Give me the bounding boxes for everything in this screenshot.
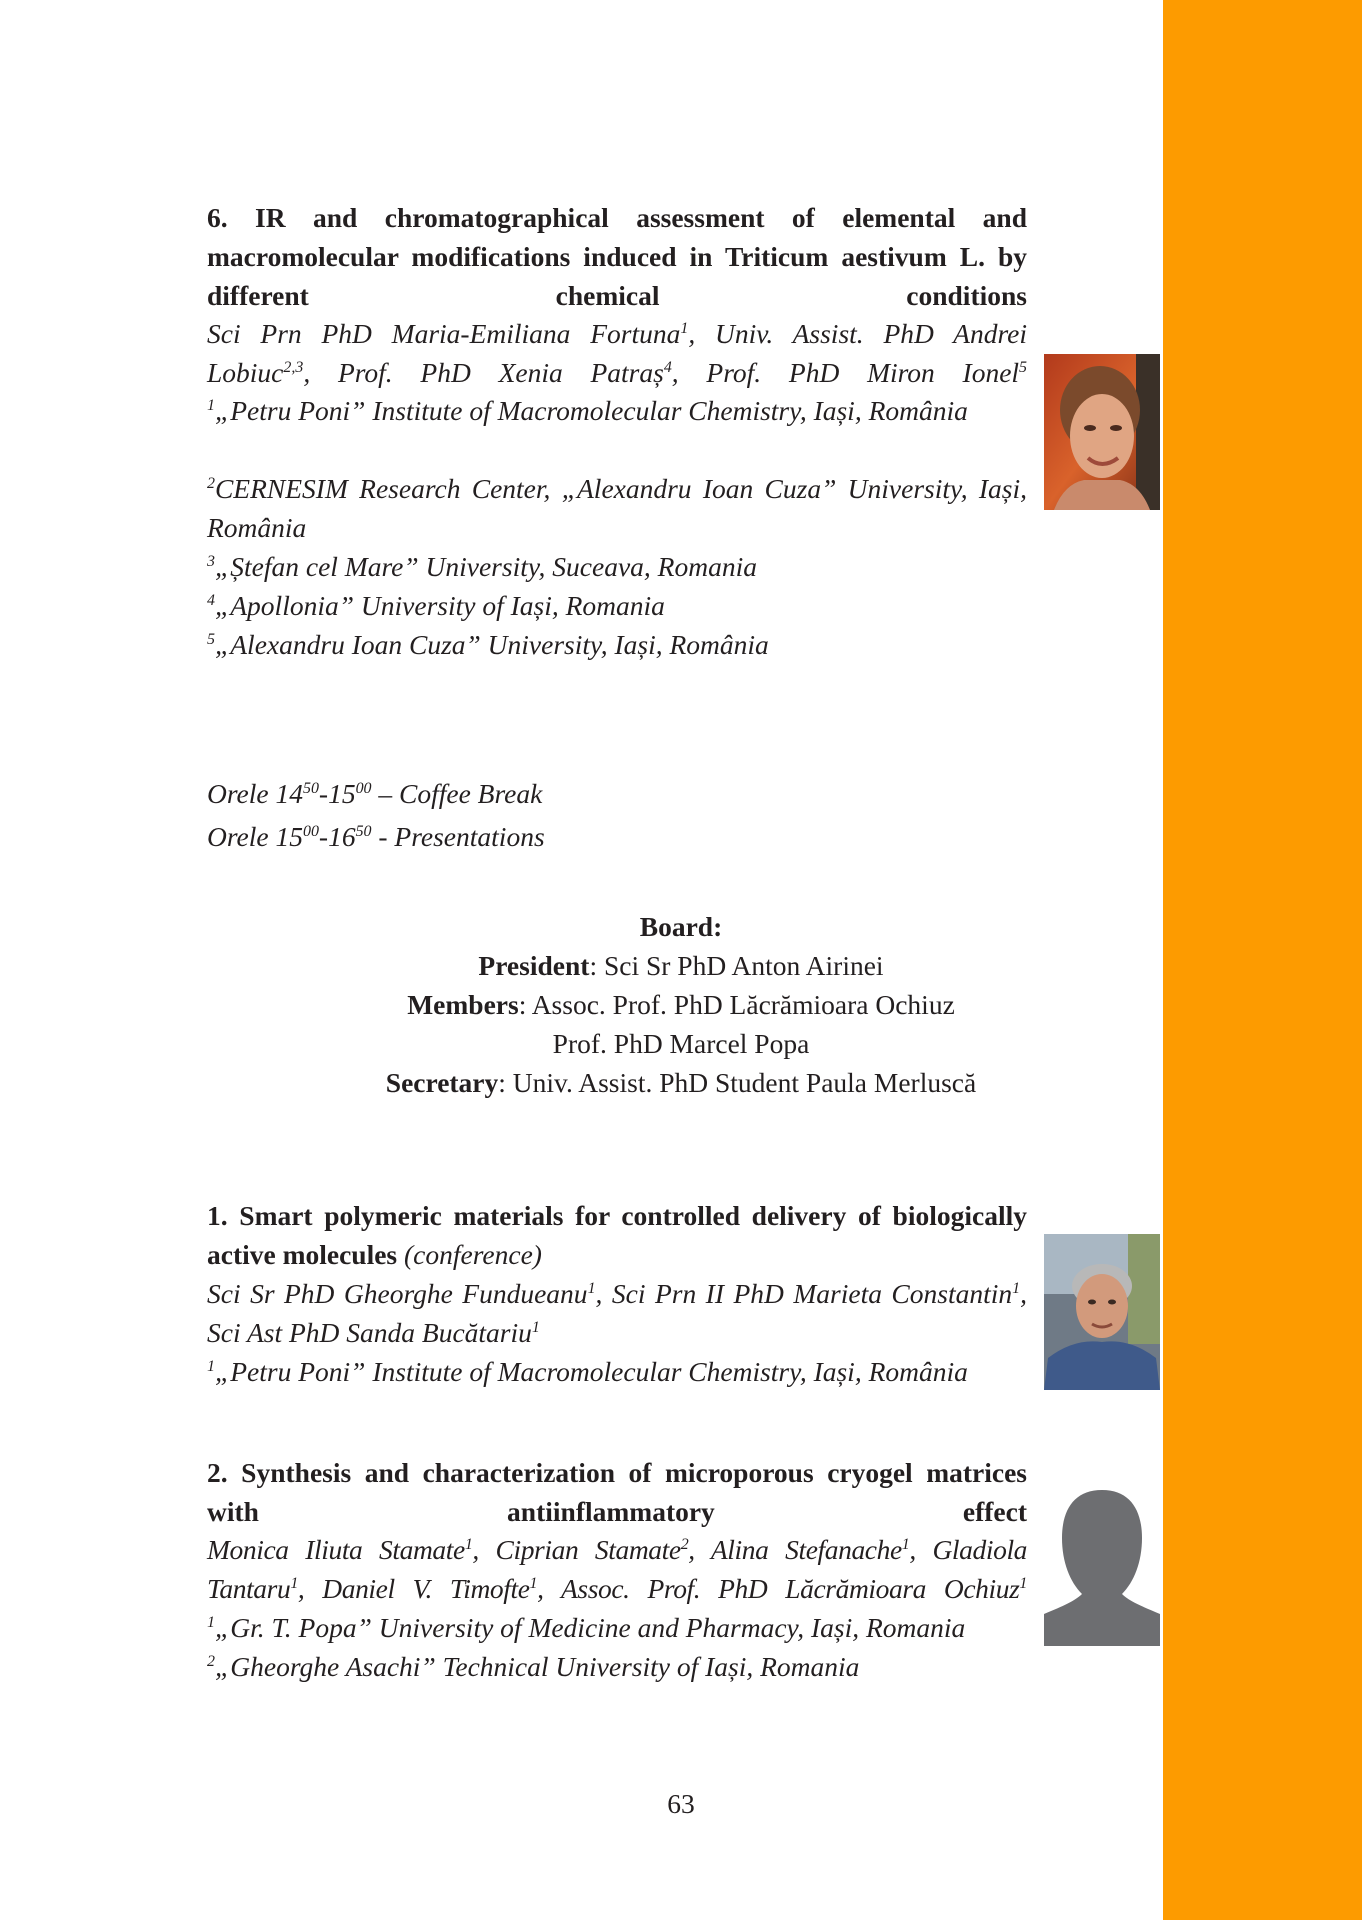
- author-6: Assoc. Prof. PhD Lăcrămioara Ochiuz$^1$: [561, 1572, 1027, 1604]
- paper-6-authors: [207, 315, 1027, 393]
- board-president: President: Sci Sr PhD Anton Airinei: [478, 950, 884, 981]
- author-photo-fundueanu: [1044, 1234, 1160, 1390]
- board-members: Members: Assoc. Prof. PhD Lăcrămioara Ochiuz: [407, 989, 955, 1020]
- paper-s2-1-note: (conference): [404, 1238, 542, 1270]
- author-1: Monica Iliuta Stamate$^1$,: [207, 1534, 496, 1565]
- author-3: Prof. PhD Xenia Patraș$^4$,: [337, 356, 707, 388]
- paper-6-affiliation-2: $^2$CERNESIM Research Center, „Alexandru Ioan Cuza” University, Iași, România: [207, 473, 1027, 543]
- page-number: 63: [667, 1788, 695, 1819]
- paper-s2-1-title: 1. Smart polymeric materials for controlled delivery of biologically active molecules (conference): [207, 1200, 1027, 1270]
- schedule-presentations: Orele $15^{00}-16^{50}$ - Presentations: [207, 821, 545, 852]
- paper-6-affiliation-5: $^5$„Alexandru Ioan Cuza” University, Iași, România: [207, 629, 769, 660]
- author-1: Sci Prn PhD Maria-Emiliana Fortuna$^1$,: [207, 318, 715, 349]
- orange-side-band: [1163, 0, 1362, 1920]
- author-5: Daniel V. Timofte$^1$,: [322, 1572, 561, 1604]
- author-2: Ciprian Stamate$^2$,: [495, 1534, 711, 1565]
- board-heading: Board:: [639, 911, 723, 942]
- author-2: Univ. Assist. PhD Andrei Lobiuc$^{2,3}$,: [207, 318, 1027, 388]
- author-4: Prof. PhD Miron Ionel$^5$: [706, 356, 1028, 388]
- paper-s2-2-authors: [207, 1531, 1027, 1609]
- paper-s2-2-affiliation-1: $^1$„Gr. T. Popa” University of Medicine and Pharmacy, Iași, Romania: [207, 1612, 966, 1643]
- paper-s2-1-authors: [207, 1275, 1027, 1353]
- author-1: Sci Sr PhD Gheorghe Fundueanu$^1$,: [207, 1278, 612, 1309]
- paper-6-title: 6. IR and chromatographical assessment of elemental and macromolecular modifications induced in Triticum aestivum L. by different chemical conditions: [207, 202, 1027, 311]
- schedule-coffee-break: Orele $14^{50}-15^{00}$ – Coffee Break: [207, 778, 543, 809]
- author-photo-fortuna: [1044, 354, 1160, 510]
- paper-6-affiliation-1: $^1$„Petru Poni” Institute of Macromolecular Chemistry, Iași, România: [207, 395, 968, 426]
- author-silhouette-placeholder: [1044, 1490, 1160, 1646]
- paper-s2-2-title: 2. Synthesis and characterization of microporous cryogel matrices with antiinflammatory effect: [207, 1457, 1027, 1527]
- paper-6-affiliation-3: $^3$„Ștefan cel Mare” University, Suceava, Romania: [207, 551, 757, 582]
- author-3: Sci Ast PhD Sanda Bucătariu$^1$: [207, 1316, 540, 1348]
- board-members-2: Prof. PhD Marcel Popa: [552, 1028, 810, 1059]
- paper-s2-1-affiliation-1: $^1$„Petru Poni” Institute of Macromolecular Chemistry, Iași, România: [207, 1356, 968, 1387]
- paper-s2-2-affiliation-2: $^2$„Gheorghe Asachi” Technical University of Iași, Romania: [207, 1651, 860, 1682]
- paper-6-affiliation-4: $^4$„Apollonia” University of Iași, Romania: [207, 590, 665, 621]
- author-4: Gladiola Tantaru$^1$,: [207, 1534, 1028, 1604]
- author-2: Sci Prn II PhD Marieta Constantin$^1$,: [611, 1278, 1027, 1309]
- author-3: Alina Stefanache$^1$,: [710, 1534, 933, 1565]
- board-secretary: Secretary: Univ. Assist. PhD Student Paula Merluscă: [385, 1067, 977, 1098]
